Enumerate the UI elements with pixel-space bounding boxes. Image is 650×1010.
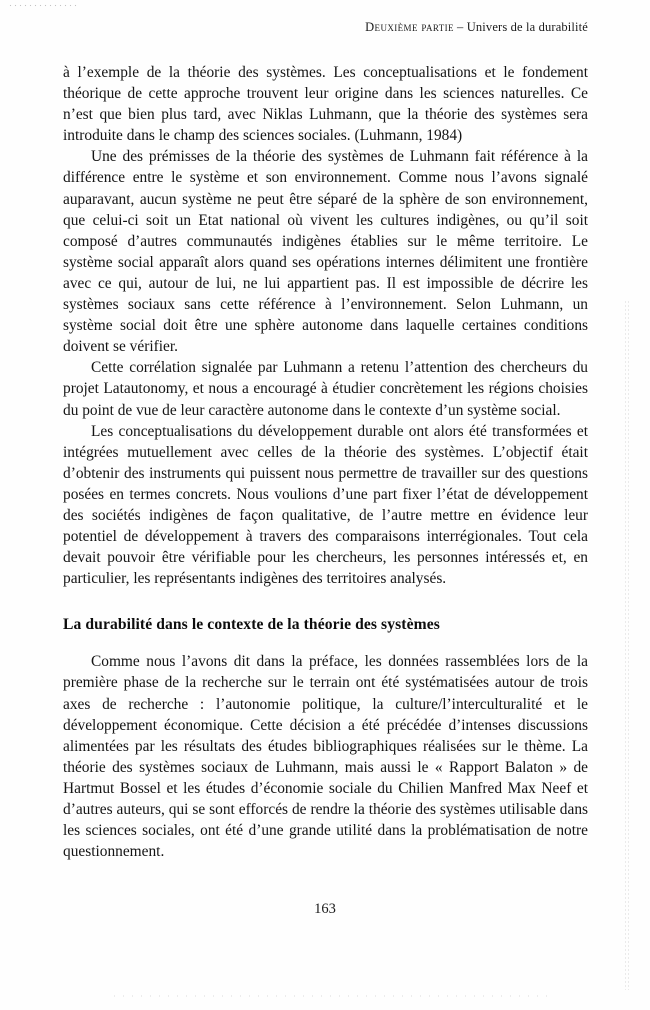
- running-head-dash: –: [457, 20, 464, 34]
- paragraph: à l’exemple de la théorie des systèmes. Les conceptualisations et le fondement théorique de cette approche trouvent leur origine dans les sciences naturelles. Ce n’est que bien plus tard, avec Niklas Luhmann, que la théorie des systèmes sera introduite dans le champ des sciences sociales. (Luhmann, 1984): [63, 64, 588, 145]
- scan-artifact-bottom-edge: [110, 994, 550, 998]
- running-head-title: Univers de la durabilité: [466, 20, 588, 34]
- heading-spacer-above: [63, 589, 588, 614]
- page-text-block: [63, 62, 588, 862]
- paragraph: Une des prémisses de la théorie des systèmes de Luhmann fait référence à la différence entre le système et son environnement. Comme nous l’avons signalé auparavant, aucun système ne peut être séparé de la sphère de son environnement, que celui-ci soit un Etat national où vivent les cultures indigènes, ou qu’il soit composé d’autres communautés indigènes établies sur le même territoire. Le système social apparaît alors quand ses opérations internes délimitent une frontière avec ce qui, autour de lui, ne lui appartient pas. Il est impossible de décrire les systèmes sociaux sans cette référence à l’environnement. Selon Luhmann, un système social doit être une sphère autonome dans laquelle certaines conditions doivent se vérifier.: [63, 148, 588, 356]
- running-head-part-label: Deuxième partie: [365, 20, 454, 34]
- heading-spacer-below: [63, 635, 588, 651]
- paragraph: Cette corrélation signalée par Luhmann a retenu l’attention des chercheurs du projet Latautonomy, et nous a encouragé à étudier concrètement les régions choisies du point de vue de leur caractère autonome dans le contexte d’un système social.: [63, 359, 588, 419]
- paragraph: Comme nous l’avons dit dans la préface, les données rassemblées lors de la première phase de la recherche sur le terrain ont été systématisées autour de trois axes de recherche : l’autonomie politique, la culture/l’interculturalité et le développement économique. Cette décision a été précédée d’intenses discussions alimentées par les résultats des études bibliographiques réalisées sur le thème. La théorie des systèmes sociaux de Luhmann, mais aussi le « Rapport Balaton » de Hartmut Bossel et les études d’économie sociale du Chilien Manfred Max Neef et d’autres auteurs, qui se sont efforcés de rendre la théorie des systèmes utilisable dans les sciences sociales, ont été d’une grande utilité dans la problématisation de notre questionnement.: [63, 653, 588, 861]
- scan-artifact-top-edge: [8, 4, 78, 7]
- scan-artifact-right-edge: [624, 300, 631, 990]
- paragraph: Les conceptualisations du développement durable ont alors été transformées et intégrées mutuellement avec celles de la théorie des systèmes. L’objectif était d’obtenir des instruments qui puissent nous permettre de travailler sur des questions posées en termes concrets. Nous voulions d’une part fixer l’état de développement des sociétés indigènes de façon qualitative, de l’autre mettre en évidence leur potentiel de développement à travers des comparaisons interrégionales. Tout cela devait pouvoir être vérifiable pour les chercheurs, les personnes intéressés et, en particulier, les représentants indigènes des territoires analysés.: [63, 422, 588, 588]
- section-heading: La durabilité dans le contexte de la théorie des systèmes: [63, 616, 440, 634]
- running-head: [63, 20, 588, 35]
- page-number: 163: [314, 901, 336, 917]
